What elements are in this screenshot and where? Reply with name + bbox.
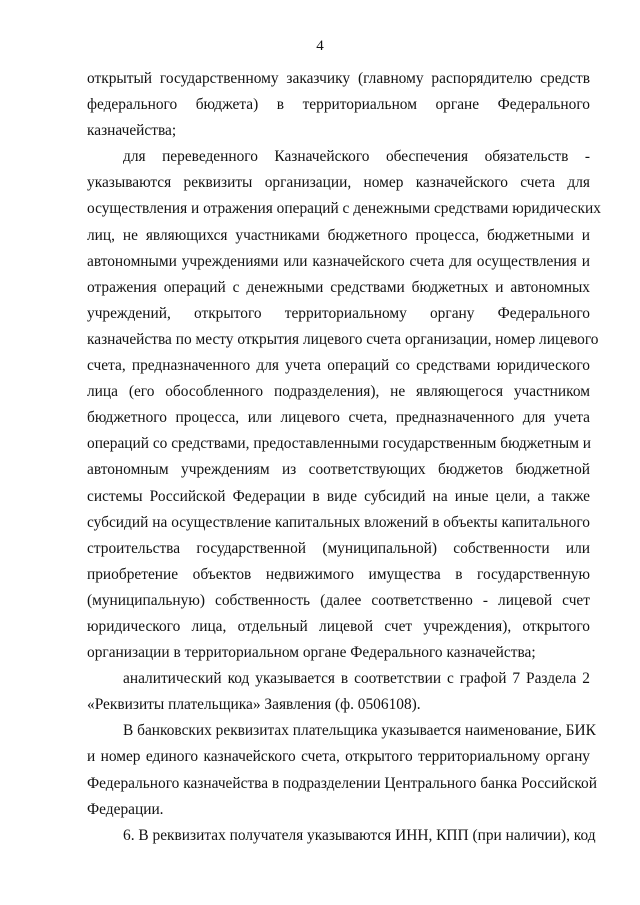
text-line: приобретение объектов недвижимого имущества в государственную [87,565,590,583]
text-line: автономными учреждениями или казначейского счета для осуществления и [87,252,590,270]
text-line: бюджетного процесса, или лицевого счета, предназначенного для учета [87,409,590,427]
text-line: «Реквизиты плательщика» Заявления (ф. 0506108). [87,696,421,714]
text-line: казначейства; [87,122,177,140]
text-line: аналитический код указывается в соответствии с графой 7 Раздела 2 [123,670,590,688]
text-line: учреждений, открытого территориальному органу Федерального [87,304,590,322]
text-line: операций со средствами, предоставленными государственным бюджетным и [87,435,592,453]
text-line: субсидий на осуществление капитальных вложений в объекты капитального [87,513,590,531]
text-line: Федерального казначейства в подразделении Центрального банка Российской [87,774,597,792]
text-line: (муниципальную) собственность (далее соответственно - лицевой счет [87,591,590,609]
text-line: организации в территориальном органе Федерального казначейства; [87,644,536,662]
text-line: отражения операций с денежными средствами бюджетных и автономных [87,278,590,296]
text-line: автономным учреждениям из соответствующих бюджетов бюджетной [87,461,590,479]
text-line: лиц, не являющихся участниками бюджетного процесса, бюджетными и [87,226,590,244]
text-line: 6. В реквизитах получателя указываются ИНН, КПП (при наличии), код [123,826,596,844]
text-line: Федерации. [87,800,164,818]
text-line: строительства государственной (муниципальной) собственности или [87,539,590,557]
text-line: системы Российской Федерации в виде субсидий на иные цели, а также [87,487,590,505]
text-line: казначейства по месту открытия лицевого счета организации, номер лицевого [87,330,599,348]
text-line: осуществления и отражения операций с денежными средствами юридических [87,200,601,218]
text-line: и номер единого казначейского счета, открытого территориальному органу [87,748,590,766]
text-line: В банковских реквизитах плательщика указывается наименование, БИК [123,722,596,740]
text-line: открытый государственному заказчику (главному распорядителю средств [87,70,590,87]
text-line: федерального бюджета) в территориальном органе Федерального [87,96,590,114]
text-line: счета, предназначенного для учета операций со средствами юридического [87,357,590,375]
text-line: для переведенного Казначейского обеспечения обязательств - [123,148,590,166]
text-line: лица (его обособленного подразделения), не являющегося участником [87,383,590,401]
text-line: указываются реквизиты организации, номер казначейского счета для [87,174,590,192]
body-text [87,66,601,849]
text-line: юридического лица, отдельный лицевой счет учреждения), открытого [87,617,590,635]
page-number: 4 [316,38,324,54]
